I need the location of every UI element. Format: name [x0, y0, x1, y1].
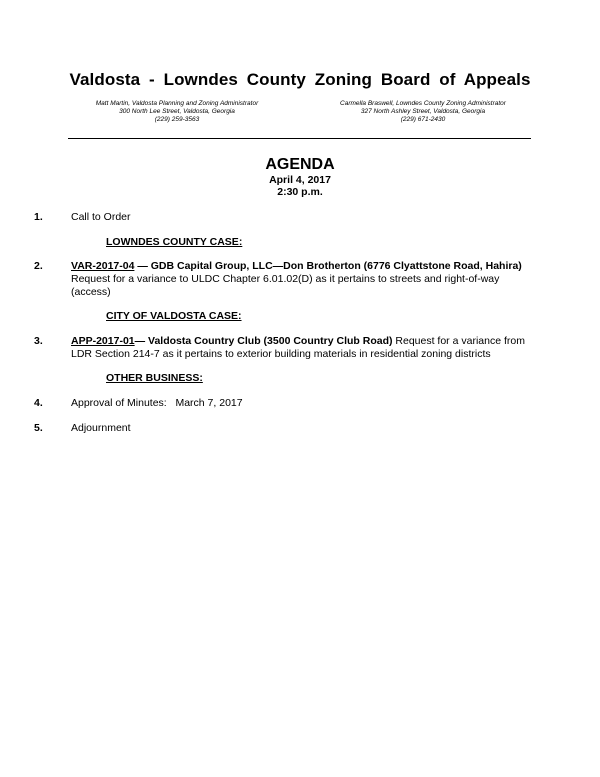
- case-description: Request for a variance to ULDC Chapter 6.01.02(D) as it pertains to streets and right-of-way (access): [71, 273, 500, 298]
- header-divider: [68, 138, 531, 139]
- board-title: Valdosta - Lowndes County Zoning Board of Appeals: [69, 70, 531, 89]
- section-city-of-valdosta: CITY OF VALDOSTA CASE:: [106, 310, 242, 322]
- planning-administrator-contact: [62, 100, 292, 124]
- county-administrator-contact: [308, 100, 538, 124]
- admin-name: Carmella Braswell, Lowndes County Zoning Administrator: [340, 100, 506, 107]
- item-call-to-order: Call to Order: [71, 211, 131, 223]
- admin-address: 327 North Ashley Street, Valdosta, Georgia: [360, 108, 486, 115]
- meeting-date: April 4, 2017: [269, 174, 331, 186]
- item-number: 5.: [34, 422, 43, 434]
- agenda-heading-block: [0, 155, 600, 198]
- meeting-time: 2:30 p.m.: [277, 186, 323, 198]
- case-id: VAR-2017-04: [71, 260, 135, 272]
- admin-phone: (229) 259-3563: [154, 116, 200, 123]
- case-id: APP-2017-01: [71, 335, 135, 347]
- admin-name: Matt Martin, Valdosta Planning and Zoning Administrator: [95, 100, 259, 107]
- item-approval-of-minutes: Approval of Minutes: March 7, 2017: [71, 397, 243, 409]
- case-title: — Valdosta Country Club (3500 Country Club Road): [134, 335, 393, 347]
- admin-address: 300 North Lee Street, Valdosta, Georgia: [119, 108, 235, 115]
- agenda-heading: AGENDA: [265, 156, 335, 173]
- item-number: 1.: [34, 211, 43, 223]
- item-adjournment: Adjournment: [71, 422, 131, 434]
- item-number: 2.: [34, 260, 43, 272]
- section-lowndes-county: LOWNDES COUNTY CASE:: [106, 236, 243, 248]
- case-description: Request for a variance from LDR Section 214-7 as it pertains to exterior building materials in residential zoning districts: [71, 335, 525, 360]
- item-number: 3.: [34, 335, 43, 347]
- section-other-business: OTHER BUSINESS:: [106, 372, 203, 384]
- item-app-case: [71, 335, 531, 361]
- admin-phone: (229) 671-2430: [400, 116, 446, 123]
- item-var-case: [71, 260, 531, 299]
- item-number: 4.: [34, 397, 43, 409]
- case-title: — GDB Capital Group, LLC—Don Brotherton (6776 Clyattstone Road, Hahira): [134, 260, 522, 272]
